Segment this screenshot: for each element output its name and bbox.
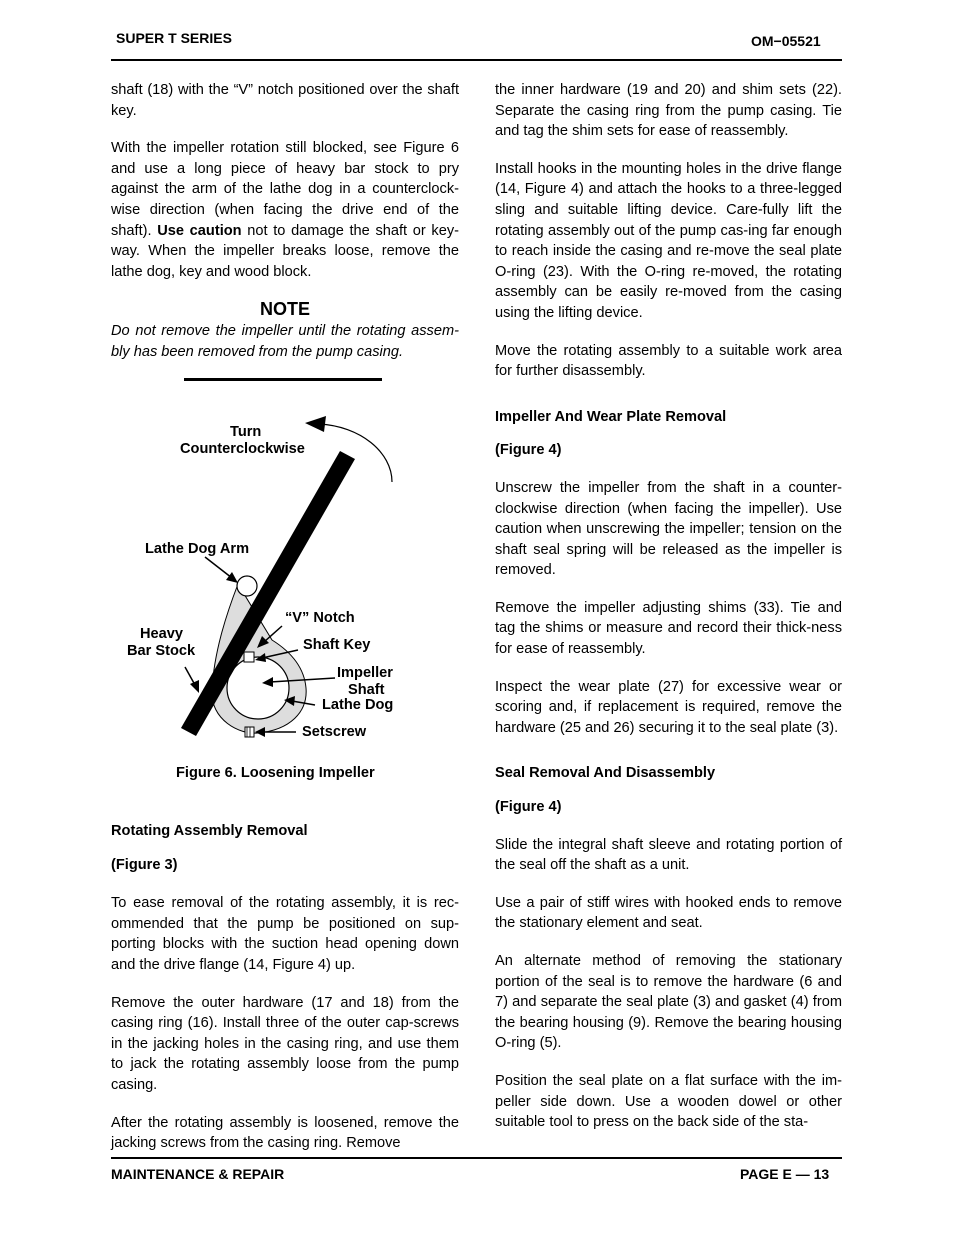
text: With the impeller rotation still blocked, see Figure 6 and use a long piece of heavy bar stock to pry against the arm of the lathe dog in a counterclock-wise direction (when facing the drive end of the shaft).: [111, 140, 459, 239]
text: not to damage the shaft or key-way. When the impeller breaks loose, remove the lathe dog, key and wood block.: [111, 222, 459, 280]
label-turn: Turn: [230, 424, 262, 440]
label-lathe-dog-arm: Lathe Dog Arm: [145, 541, 250, 557]
paragraph: Remove the impeller adjusting shims (33). Tie and tag the shims or measure and record their thick-ness for ease of reassembly.: [495, 599, 842, 658]
paragraph: shaft (18) with the “V” notch positioned over the shaft key.: [111, 82, 459, 119]
paragraph: After the rotating assembly is loosened, remove the jacking screws from the casing ring. Remove: [111, 1114, 459, 1152]
section-heading: Impeller And Wear Plate Removal: [495, 408, 727, 425]
section-figure-ref: (Figure 4): [495, 799, 562, 816]
paragraph: Remove the outer hardware (17 and 18) from the casing ring (16). Install three of the outer cap-screws in the jacking holes in the casing ring, and use them to jack the rotating assembly loose from the pump casing.: [111, 994, 459, 1093]
section-figure-ref: (Figure 4): [495, 442, 562, 459]
label-bar-stock: Bar Stock: [127, 643, 196, 659]
note-text: Do not remove the impeller until the rotating assem-bly has been removed from the pump casing.: [111, 322, 459, 360]
paragraph: Inspect the wear plate (27) for excessive wear or scoring and, if replacement is required, remove the hardware (25 and 26) securing it to the seal plate (3).: [495, 678, 842, 736]
paragraph: An alternate method of removing the stationary portion of the seal is to remove the hardware (6 and 7) and separate the seal plate (3) and gasket (4) from the bearing housing (9). Remove the bearing housing O-ring (5).: [495, 953, 842, 1052]
arrowhead: [305, 416, 326, 432]
paragraph: the inner hardware (19 and 20) and shim sets (22). Separate the casing ring from the pump casing. Tie and tag the shim sets for ease of reassembly.: [495, 82, 842, 140]
shaft-key-shape: [244, 652, 254, 662]
section-figure-ref: (Figure 3): [111, 856, 178, 873]
header-doc-number: OM−05521: [751, 33, 821, 49]
label-heavy: Heavy: [140, 626, 184, 642]
footer-section: MAINTENANCE & REPAIR: [111, 1166, 285, 1182]
emphasis: Use caution: [157, 222, 242, 239]
impeller-shaft-circle: [227, 657, 289, 719]
footer-page-number: PAGE E — 13: [740, 1166, 830, 1182]
header-series: SUPER T SERIES: [116, 30, 232, 46]
left-column-bottom: [111, 821, 459, 1171]
section-heading: Seal Removal And Disassembly: [495, 765, 716, 782]
footer-rule: [111, 1157, 842, 1159]
paragraph: Install hooks in the mounting holes in the drive flange (14, Figure 4) and attach the hooks to a three-legged sling and suitable lifting device. Care-fully lift the rotating assembly out of the pump cas-ing far enough to reach inside the casing and re-move the seal plate O-ring (23). With the O-ring re-moved, the rotating assembly can be easily re-moved from the casing using the lifting device.: [495, 160, 842, 321]
setscrew-shape: [245, 727, 254, 737]
label-setscrew: Setscrew: [302, 724, 367, 740]
paragraph: Move the rotating assembly to a suitable work area for further disassembly.: [495, 342, 842, 380]
note-title: NOTE: [259, 299, 310, 320]
label-counterclockwise: Counterclockwise: [180, 441, 305, 457]
paragraph: Position the seal plate on a flat surface with the im-peller side down. Use a wooden dowel or other suitable tool to press on the back side of the sta-: [495, 1072, 842, 1131]
paragraph: Slide the integral shaft sleeve and rotating portion of the seal off the shaft as a unit.: [495, 836, 842, 874]
paragraph: Use a pair of stiff wires with hooked ends to remove the stationary element and seat.: [495, 894, 842, 932]
section-heading: Rotating Assembly Removal: [111, 823, 308, 839]
label-v-notch: “V” Notch: [285, 610, 355, 626]
right-column: [495, 80, 842, 1150]
figure-caption: Figure 6. Loosening Impeller: [176, 765, 375, 781]
label-shaft-key: Shaft Key: [303, 637, 371, 653]
paragraph: Unscrew the impeller from the shaft in a counter-clockwise direction (when facing the impeller). Use caution when unscrewing the impeller; tension on the shaft seal spring will be released as the impeller is removed.: [495, 479, 842, 579]
label-impeller: Impeller: [337, 665, 393, 681]
lathe-dog-arm-circle: [237, 576, 257, 596]
paragraph: To ease removal of the rotating assembly, it is rec-ommended that the pump be positioned on sup-porting blocks with the suction head opening down and the drive flange (14, Figure 4) up.: [111, 895, 459, 973]
label-shaft: Shaft: [348, 682, 385, 698]
label-lathe-dog: Lathe Dog: [322, 697, 394, 713]
